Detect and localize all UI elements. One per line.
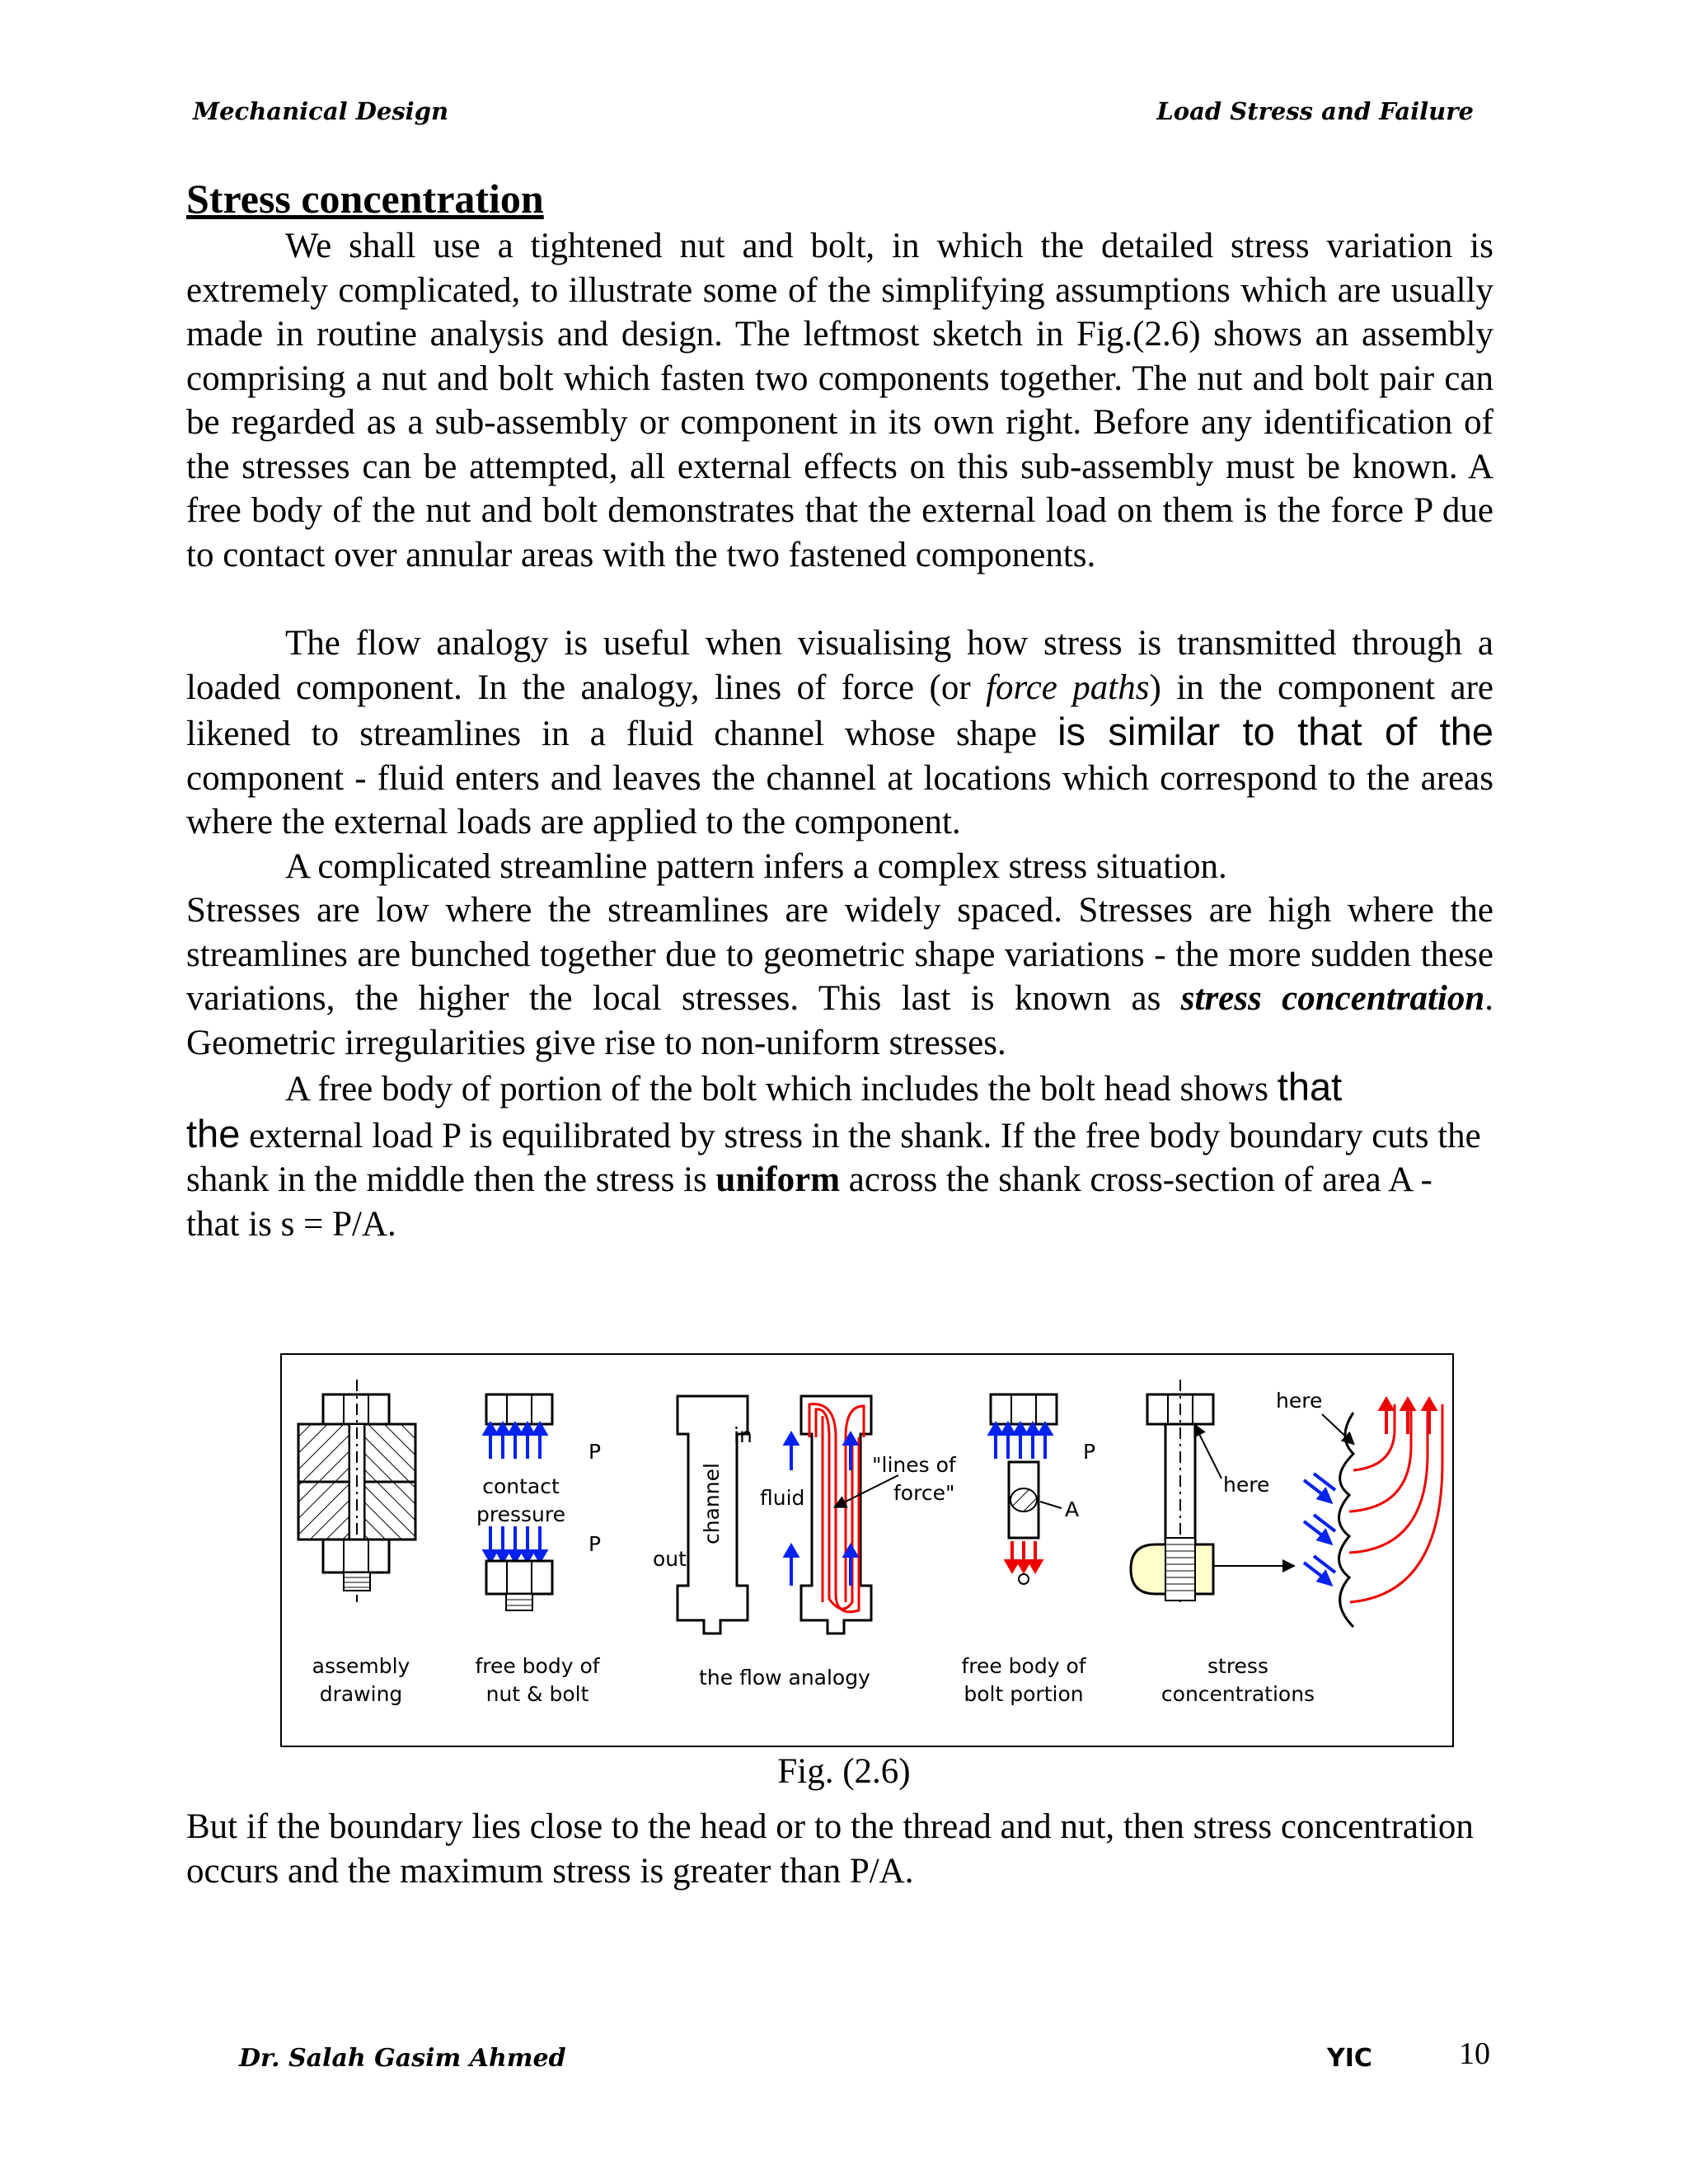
p5-text-a: A free body of portion of the bolt which includes the bolt head shows — [285, 1070, 1278, 1108]
footer-author: Dr. Salah Gasim Ahmed — [239, 2044, 566, 2073]
free-body-bolt-portion — [961, 1394, 1095, 1706]
p4-text-a: Stresses are low where the streamlines are widely spaced. Stresses are high where the streamlines are bunched together due to geometric shape variations - the more sudden these variations, the higher the local stresses. This last is known as — [186, 891, 1493, 1018]
label-lines-2: force" — [893, 1481, 955, 1505]
label-fluid: fluid — [760, 1486, 805, 1510]
stress-concentrations — [1131, 1380, 1442, 1706]
p2-large: is similar to that of the — [1057, 710, 1493, 753]
p5-bold: uniform — [715, 1160, 841, 1199]
p2-text-a: The flow analogy is useful when visualising how stress is transmitted through a loaded component. In the analogy, lines of force (or — [186, 624, 1493, 707]
label-a: A — [1065, 1497, 1080, 1521]
label-fbbp-2: bolt portion — [964, 1682, 1084, 1706]
p4-text-b: . Geometric irregularities give rise to non-uniform stresses. — [186, 979, 1494, 1062]
label-contact-1: contact — [482, 1474, 560, 1498]
figure-drawing — [282, 1355, 1452, 1746]
p5-large-1: that — [1277, 1065, 1343, 1108]
label-fbnb-2: nut & bolt — [485, 1682, 589, 1706]
label-p-bolt: P — [1083, 1440, 1096, 1464]
p5-large-2: the — [186, 1111, 241, 1155]
assembly-drawing — [298, 1380, 415, 1706]
header-left: Mechanical Design — [193, 97, 449, 125]
label-out: out — [653, 1547, 687, 1571]
p2-text-b: ) in the component are likened to streamlines in a fluid channel whose shape — [186, 668, 1493, 753]
p2-text-c: component - fluid enters and leaves the channel at locations which correspond to the areas where the external loads are applied to the component. — [186, 758, 1493, 841]
label-fbbp-1: free body of — [961, 1654, 1086, 1678]
paragraph-2 — [186, 621, 1493, 845]
paragraph-1: We shall use a tightened nut and bolt, in which the detailed stress variation is extremely complicated, to illustrate some of the simplifying assumptions which are usually made in routine analysis and design. The leftmost sketch in Fig.(2.6) shows an assembly comprising a nut and bolt which fasten two components together. The nut and bolt pair can be regarded as a sub-assembly or component in its own right. Before any identification of the stresses can be attempted, all external effects on this sub-assembly must be known. A free body of the nut and bolt demonstrates that the external load on them is the force P due to contact over annular areas with the two fastened components. — [186, 227, 1493, 574]
label-p-bottom: P — [588, 1532, 602, 1556]
label-assembly-1: assembly — [312, 1654, 410, 1678]
label-p-top: P — [588, 1440, 602, 1464]
label-flow: the flow analogy — [699, 1666, 870, 1690]
main-content — [186, 173, 1493, 1246]
label-in: in — [734, 1423, 753, 1447]
label-lines-1: "lines of — [872, 1453, 956, 1477]
figure-caption: Fig. (2.6) — [777, 1752, 911, 1791]
p5-text-c: across the shank cross-section of area A - that is s = P/A. — [186, 1160, 1432, 1244]
p2-italic: force paths — [986, 668, 1150, 707]
label-stress-2: concentrations — [1160, 1682, 1315, 1706]
figure-2-6 — [280, 1353, 1454, 1747]
label-fbnb-1: free body of — [475, 1654, 600, 1678]
label-assembly-2: drawing — [319, 1682, 403, 1706]
p5-text-b: external load P is equilibrated by stress in the shank. If the free body boundary cuts the shank in the middle then the stress is — [186, 1116, 1481, 1199]
page-number: 10 — [1459, 2036, 1490, 2071]
label-here-1: here — [1223, 1473, 1270, 1497]
p4-bold-italic: stress concentration — [1180, 979, 1485, 1018]
label-here-2: here — [1276, 1389, 1323, 1413]
paragraph-after-figure: But if the boundary lies close to the head or to the thread and nut, then stress concentration occurs and the maximum stress is greater than P/A. — [186, 1807, 1474, 1891]
paragraph-3: A complicated streamline pattern infers a complex stress situation. — [285, 846, 1227, 886]
paragraph-5 — [186, 1065, 1493, 1246]
paragraph-4 — [186, 888, 1493, 1065]
footer-institution: YIC — [1327, 2044, 1372, 2073]
header-right: Load Stress and Failure — [1156, 97, 1474, 125]
section-title: Stress concentration — [186, 176, 544, 222]
flow-analogy — [653, 1396, 957, 1690]
label-stress-1: stress — [1207, 1654, 1268, 1678]
free-body-nut-bolt — [475, 1394, 601, 1706]
label-contact-2: pressure — [476, 1502, 565, 1526]
label-channel: channel — [700, 1463, 724, 1544]
spacer — [186, 577, 1493, 621]
